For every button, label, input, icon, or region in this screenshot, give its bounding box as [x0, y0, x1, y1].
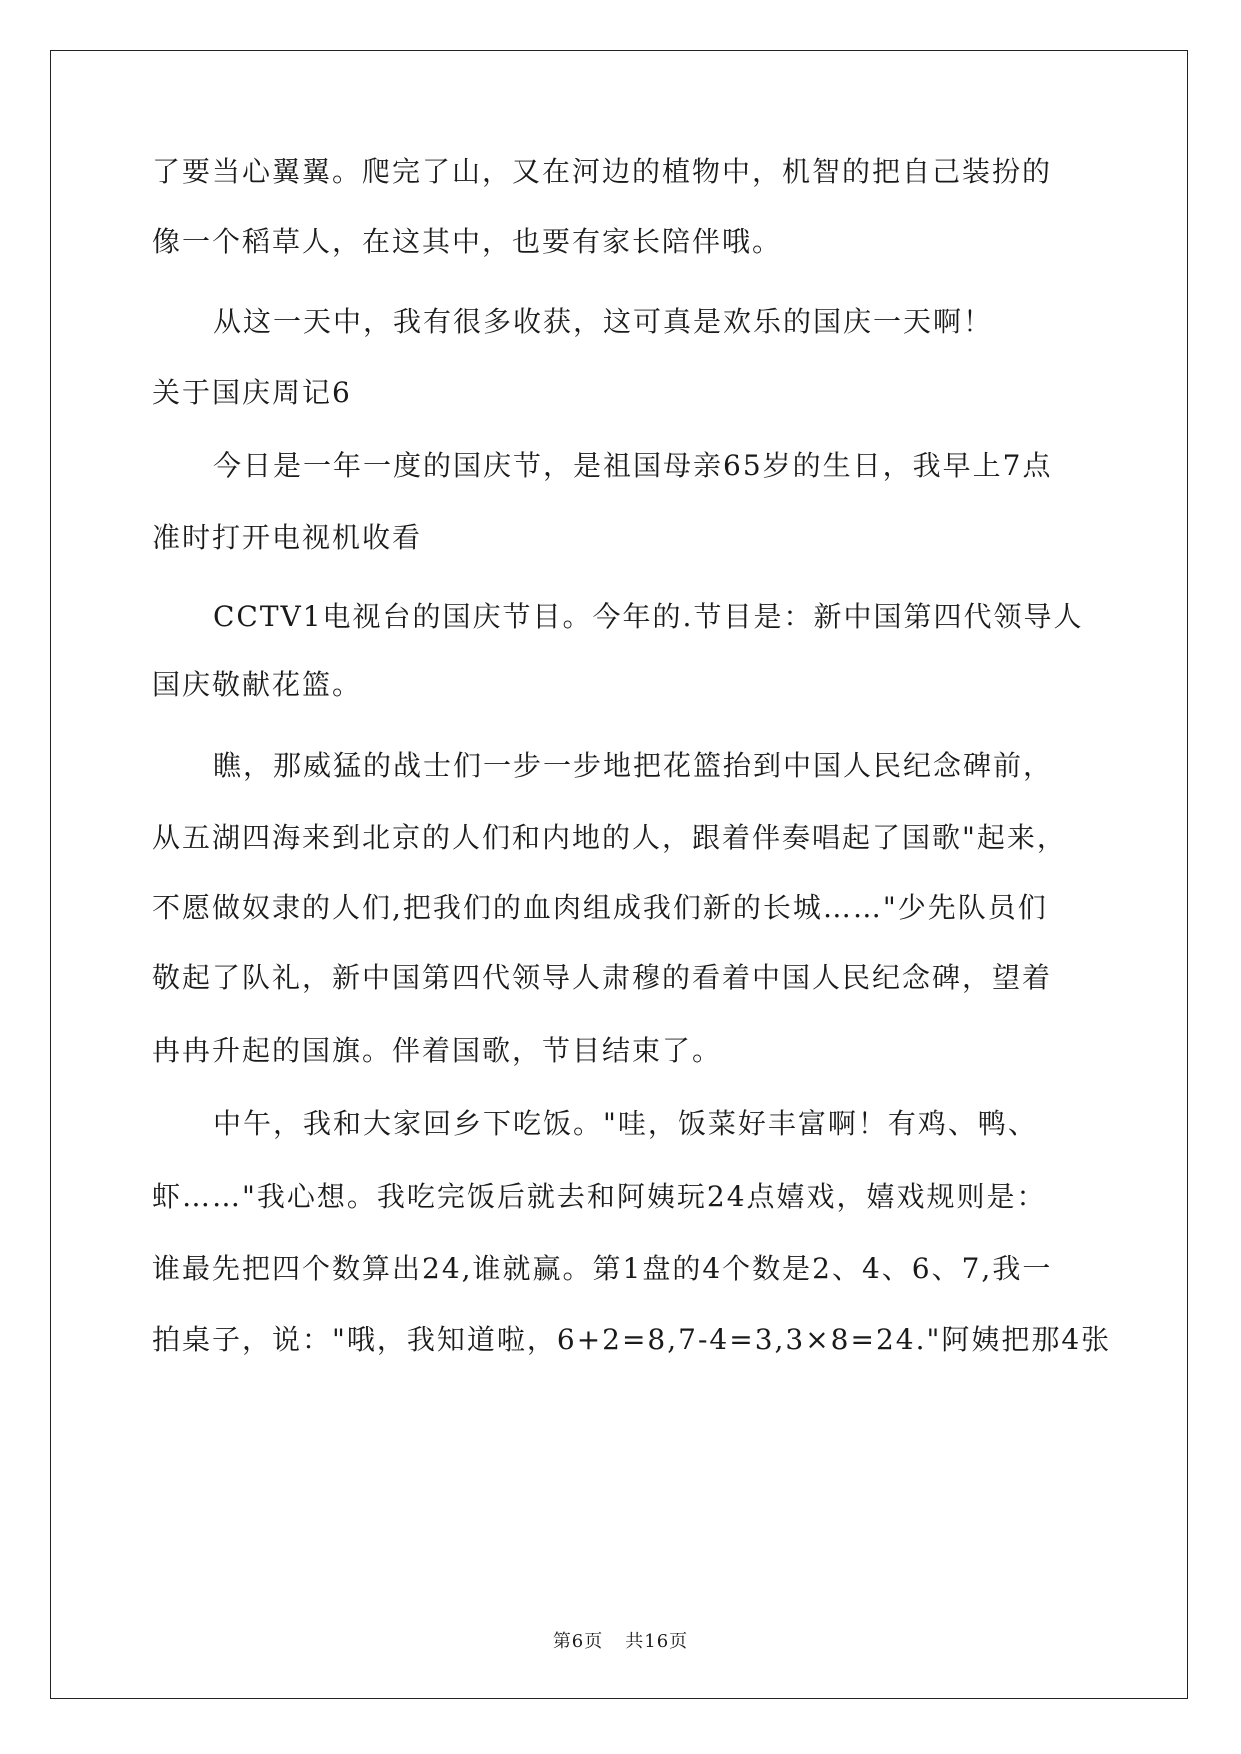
paragraph-line: 虾……"我心想。我吃完饭后就去和阿姨玩24点嬉戏，嬉戏规则是：	[152, 1180, 1047, 1213]
paragraph-line: 了要当心翼翼。爬完了山，又在河边的植物中，机智的把自己装扮的	[152, 155, 1053, 188]
paragraph-line: 像一个稻草人，在这其中，也要有家长陪伴哦。	[152, 225, 783, 258]
page-footer	[0, 1630, 1241, 1654]
paragraph-line: 拍桌子，说："哦，我知道啦，6+2=8,7-4=3,3×8=24."阿姨把那4张	[152, 1323, 1112, 1356]
paragraph-line: 准时打开电视机收看	[152, 521, 423, 554]
paragraph-line: 瞧，那威猛的战士们一步一步地把花篮抬到中国人民纪念碑前，	[213, 749, 1054, 782]
page-number: 第6页	[552, 1631, 604, 1652]
paragraph-line: 从这一天中，我有很多收获，这可真是欢乐的国庆一天啊！	[213, 305, 994, 338]
page-border	[50, 50, 1188, 1699]
paragraph-line: 国庆敬献花篮。	[152, 668, 363, 701]
paragraph-line: 敬起了队礼，新中国第四代领导人肃穆的看着中国人民纪念碑，望着	[152, 961, 1053, 994]
paragraph-line: CCTV1电视台的国庆节目。今年的.节目是：新中国第四代领导人	[213, 600, 1084, 633]
section-heading: 关于国庆周记6	[152, 376, 352, 409]
paragraph-line: 从五湖四海来到北京的人们和内地的人，跟着伴奏唱起了国歌"起来，	[152, 821, 1067, 854]
page-total: 共16页	[625, 1631, 689, 1652]
paragraph-line: 冉冉升起的国旗。伴着国歌，节目结束了。	[152, 1034, 723, 1067]
paragraph-line: 谁最先把四个数算出24,谁就赢。第1盘的4个数是2、4、6、7,我一	[152, 1252, 1053, 1285]
paragraph-line: 中午，我和大家回乡下吃饭。"哇，饭菜好丰富啊！有鸡、鸭、	[213, 1107, 1038, 1140]
paragraph-line: 不愿做奴隶的人们,把我们的血肉组成我们新的长城……"少先队员们	[152, 891, 1048, 924]
paragraph-line: 今日是一年一度的国庆节，是祖国母亲65岁的生日，我早上7点	[213, 449, 1053, 482]
